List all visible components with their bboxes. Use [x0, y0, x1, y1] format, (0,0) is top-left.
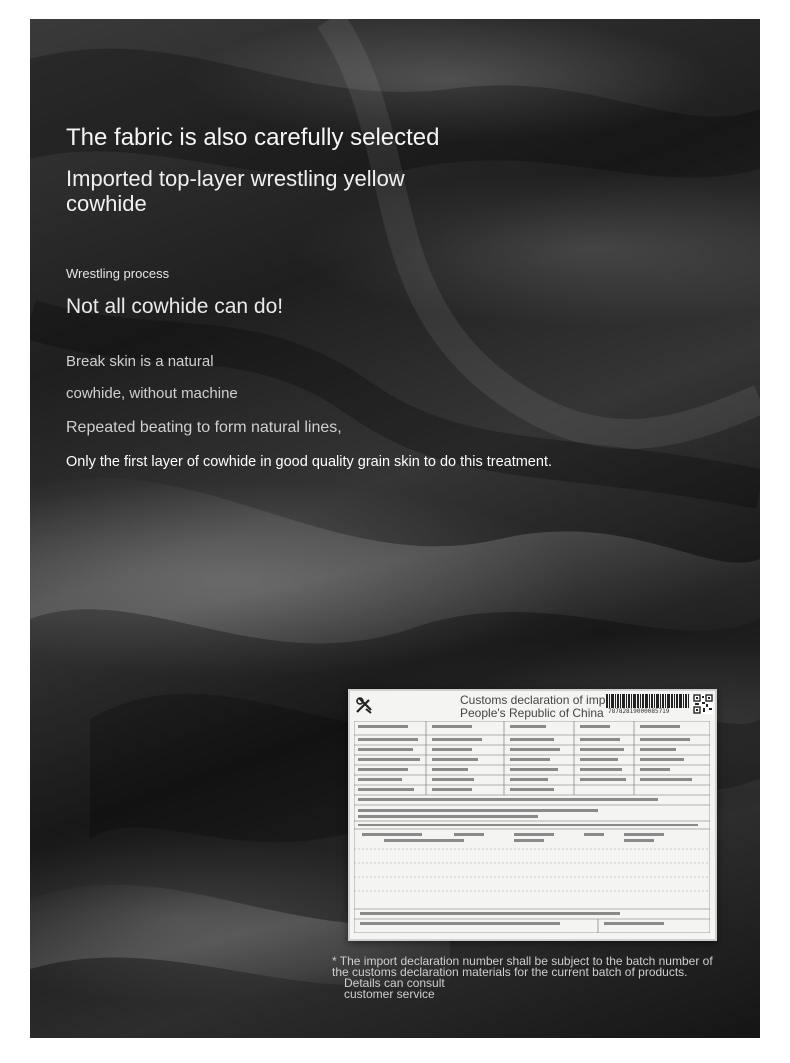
process-title: Not all cowhide can do! [66, 295, 284, 318]
headline: The fabric is also carefully selected [66, 124, 440, 151]
footnote [332, 956, 713, 1000]
footnote-line-3: Details can consult [344, 976, 445, 990]
subheadline: Imported top-layer wrestling yellow cowhide [66, 166, 405, 216]
body-line-3: Repeated beating to form natural lines, [66, 419, 342, 436]
process-label: Wrestling process [66, 266, 170, 281]
customs-emblem-icon [354, 695, 374, 715]
qr-code-icon [693, 694, 713, 714]
document-title [460, 694, 620, 720]
footnote-line-1: * The import declaration number shall be subject to the batch number of [332, 954, 713, 968]
body-line-1: Break skin is a natural [66, 353, 214, 370]
body-line-4: Only the first layer of cowhide in good quality grain skin to do this treatment. [66, 454, 552, 470]
body-line-2: cowhide, without machine [66, 385, 238, 402]
declaration-form-grid [354, 721, 710, 933]
footnote-line-2: the customs declaration materials for the current batch of products. [332, 965, 688, 979]
customs-declaration-document [348, 689, 717, 941]
document-title-line-1: Customs declaration of imp [460, 693, 606, 707]
document-title-line-2: People's Republic of China [460, 706, 604, 720]
footnote-line-4: customer service [344, 987, 435, 1001]
leather-background [30, 19, 760, 1038]
barcode-number: 78782819000085719 [608, 708, 670, 715]
